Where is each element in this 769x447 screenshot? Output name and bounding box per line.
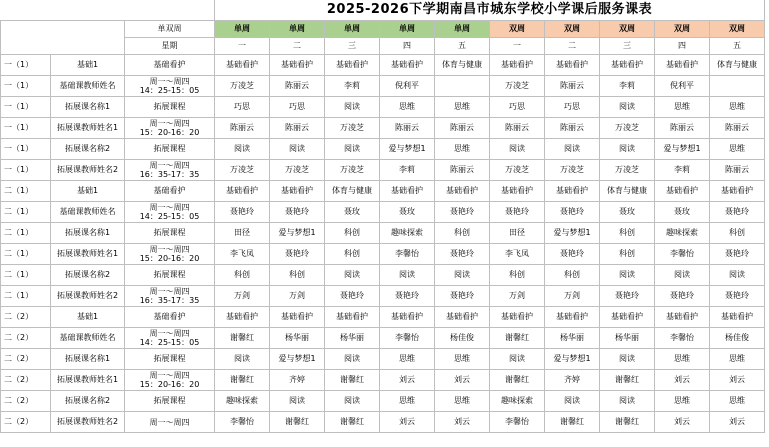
schedule-cell[interactable]: 刘云 xyxy=(380,412,435,433)
schedule-cell[interactable]: 基础看护 xyxy=(655,181,710,202)
schedule-cell[interactable]: 陈丽云 xyxy=(435,118,490,139)
schedule-cell[interactable]: 杨华丽 xyxy=(325,328,380,349)
item-name-cell[interactable]: 拓展课教师姓名2 xyxy=(51,286,125,307)
schedule-cell[interactable]: 思维 xyxy=(655,349,710,370)
schedule-cell[interactable]: 基础看护 xyxy=(710,307,765,328)
time-line: 周一～周四 xyxy=(149,203,190,212)
schedule-cell[interactable]: 万剑 xyxy=(490,286,545,307)
time-line: 15：20-16：20 xyxy=(139,128,200,137)
schedule-cell[interactable]: 田径 xyxy=(215,223,270,244)
schedule-cell[interactable]: 基础看护 xyxy=(270,55,325,76)
schedule-cell[interactable]: 科创 xyxy=(710,223,765,244)
schedule-row xyxy=(1,328,765,349)
item-name-cell[interactable]: 基础课教师姓名 xyxy=(51,76,125,97)
schedule-cell[interactable]: 阅读 xyxy=(435,265,490,286)
schedule-cell[interactable]: 思维 xyxy=(435,97,490,118)
schedule-cell[interactable]: 谢馨红 xyxy=(545,412,600,433)
schedule-row xyxy=(1,55,765,76)
schedule-cell[interactable]: 谢馨红 xyxy=(270,412,325,433)
time-cell[interactable]: 拓展课程 xyxy=(125,391,215,412)
schedule-row xyxy=(1,370,765,391)
single-week-header: 单周 xyxy=(380,21,435,38)
schedule-cell[interactable]: 聂玫 xyxy=(655,202,710,223)
class-name-cell[interactable]: 二（1） xyxy=(1,181,51,202)
class-name-cell[interactable]: 二（1） xyxy=(1,202,51,223)
class-name-cell[interactable]: 一（1） xyxy=(1,160,51,181)
schedule-cell[interactable]: 聂艳玲 xyxy=(710,244,765,265)
double-week-header: 双周 xyxy=(600,21,655,38)
page-title: 2025-2026下学期南昌市城东学校小学课后服务课表 xyxy=(215,0,765,21)
item-name-cell[interactable]: 基础课教师姓名 xyxy=(51,328,125,349)
schedule-cell[interactable]: 阅读 xyxy=(270,139,325,160)
schedule-row xyxy=(1,349,765,370)
schedule-cell[interactable]: 爱与梦想1 xyxy=(545,349,600,370)
weekday-header: 三 xyxy=(325,38,380,55)
time-cell[interactable] xyxy=(125,370,215,391)
schedule-cell[interactable]: 刘云 xyxy=(710,412,765,433)
schedule-cell[interactable]: 万凌芝 xyxy=(545,160,600,181)
schedule-cell[interactable]: 万剑 xyxy=(545,286,600,307)
item-name-cell[interactable]: 基础课教师姓名 xyxy=(51,202,125,223)
double-week-header: 双周 xyxy=(655,21,710,38)
schedule-cell[interactable]: 科创 xyxy=(490,265,545,286)
schedule-cell[interactable]: 基础看护 xyxy=(545,55,600,76)
title-blank-cell[interactable] xyxy=(1,0,215,21)
item-name-cell[interactable]: 拓展课名称2 xyxy=(51,265,125,286)
schedule-cell[interactable]: 巧思 xyxy=(215,97,270,118)
schedule-row xyxy=(1,160,765,181)
schedule-cell[interactable]: 刘云 xyxy=(435,370,490,391)
schedule-cell[interactable]: 李莉 xyxy=(655,160,710,181)
item-name-cell[interactable]: 拓展课名称1 xyxy=(51,97,125,118)
schedule-cell[interactable]: 基础看护 xyxy=(435,307,490,328)
weekday-label: 星期 xyxy=(125,38,215,55)
schedule-cell[interactable]: 万剑 xyxy=(215,286,270,307)
schedule-cell[interactable]: 思维 xyxy=(435,139,490,160)
class-name-cell[interactable]: 二（1） xyxy=(1,286,51,307)
time-cell[interactable] xyxy=(125,118,215,139)
schedule-cell[interactable]: 阅读 xyxy=(325,349,380,370)
item-name-cell[interactable]: 拓展课名称1 xyxy=(51,349,125,370)
time-line: 14：25-15：05 xyxy=(139,338,200,347)
class-name-cell[interactable]: 二（1） xyxy=(1,223,51,244)
schedule-cell[interactable]: 陈丽云 xyxy=(490,118,545,139)
schedule-cell[interactable]: 李馨怡 xyxy=(380,244,435,265)
schedule-cell[interactable]: 杨华丽 xyxy=(270,328,325,349)
weekday-header: 五 xyxy=(710,38,765,55)
schedule-cell[interactable]: 基础看护 xyxy=(435,181,490,202)
single-week-header: 单周 xyxy=(325,21,380,38)
schedule-row xyxy=(1,223,765,244)
item-name-cell[interactable]: 基础1 xyxy=(51,181,125,202)
schedule-cell[interactable]: 陈丽云 xyxy=(215,118,270,139)
schedule-cell[interactable]: 万凌芝 xyxy=(215,160,270,181)
schedule-cell[interactable]: 聂艳玲 xyxy=(545,244,600,265)
time-cell[interactable]: 基础看护 xyxy=(125,307,215,328)
schedule-cell[interactable]: 巧思 xyxy=(270,97,325,118)
time-line: 15：20-16：20 xyxy=(139,380,200,389)
time-cell[interactable] xyxy=(125,202,215,223)
time-cell[interactable]: 拓展课程 xyxy=(125,139,215,160)
time-cell[interactable]: 拓展课程 xyxy=(125,349,215,370)
schedule-cell[interactable]: 基础看护 xyxy=(270,307,325,328)
schedule-cell[interactable]: 倪利平 xyxy=(655,76,710,97)
time-cell[interactable] xyxy=(125,328,215,349)
single-week-header: 单周 xyxy=(435,21,490,38)
time-cell[interactable] xyxy=(125,244,215,265)
header-blank-cell[interactable] xyxy=(1,21,125,55)
schedule-cell[interactable]: 科创 xyxy=(325,244,380,265)
class-name-cell[interactable]: 一（1） xyxy=(1,76,51,97)
schedule-cell[interactable]: 阅读 xyxy=(655,265,710,286)
double-week-header: 双周 xyxy=(490,21,545,38)
schedule-cell[interactable]: 李莉 xyxy=(600,76,655,97)
schedule-cell[interactable]: 陈丽云 xyxy=(435,160,490,181)
schedule-cell[interactable]: 杨华丽 xyxy=(545,328,600,349)
schedule-cell[interactable]: 李莉 xyxy=(380,160,435,181)
schedule-cell[interactable]: 聂艳玲 xyxy=(380,286,435,307)
schedule-cell[interactable]: 思维 xyxy=(380,349,435,370)
schedule-cell[interactable]: 万凌芝 xyxy=(325,118,380,139)
schedule-cell[interactable]: 科创 xyxy=(270,265,325,286)
schedule-cell[interactable]: 趣味探索 xyxy=(380,223,435,244)
schedule-cell[interactable]: 刘云 xyxy=(655,412,710,433)
schedule-cell[interactable]: 思维 xyxy=(655,391,710,412)
schedule-cell[interactable]: 体育与健康 xyxy=(325,181,380,202)
class-name-cell[interactable]: 二（1） xyxy=(1,244,51,265)
schedule-row xyxy=(1,307,765,328)
schedule-cell[interactable]: 基础看护 xyxy=(600,307,655,328)
schedule-cell[interactable]: 齐婷 xyxy=(270,370,325,391)
schedule-cell[interactable]: 阅读 xyxy=(600,391,655,412)
time-line: 周一～周四 xyxy=(149,287,190,296)
schedule-cell[interactable]: 谢馨红 xyxy=(325,370,380,391)
schedule-cell[interactable]: 基础看护 xyxy=(545,307,600,328)
schedule-cell[interactable]: 科创 xyxy=(600,223,655,244)
schedule-cell[interactable]: 爱与梦想1 xyxy=(270,349,325,370)
schedule-cell[interactable]: 趣味探索 xyxy=(655,223,710,244)
schedule-cell[interactable]: 聂玫 xyxy=(380,202,435,223)
schedule-cell[interactable]: 聂艳玲 xyxy=(655,286,710,307)
time-cell[interactable]: 拓展课程 xyxy=(125,97,215,118)
schedule-cell[interactable]: 聂艳玲 xyxy=(270,244,325,265)
schedule-cell[interactable]: 陈丽云 xyxy=(270,76,325,97)
class-name-cell[interactable]: 一（1） xyxy=(1,97,51,118)
schedule-cell[interactable]: 基础看护 xyxy=(710,181,765,202)
schedule-cell[interactable]: 田径 xyxy=(490,223,545,244)
schedule-row xyxy=(1,412,765,433)
schedule-cell[interactable]: 万凌芝 xyxy=(600,118,655,139)
schedule-cell[interactable]: 万凌芝 xyxy=(215,76,270,97)
schedule-cell[interactable]: 谢馨红 xyxy=(325,412,380,433)
schedule-cell[interactable]: 基础看护 xyxy=(545,181,600,202)
schedule-cell[interactable]: 聂艳玲 xyxy=(490,202,545,223)
schedule-cell[interactable]: 阅读 xyxy=(325,97,380,118)
schedule-cell[interactable]: 谢馨红 xyxy=(600,412,655,433)
schedule-row xyxy=(1,97,765,118)
schedule-cell[interactable]: 聂艳玲 xyxy=(435,286,490,307)
class-name-cell[interactable]: 二（2） xyxy=(1,370,51,391)
schedule-cell[interactable]: 万凌芝 xyxy=(270,160,325,181)
single-week-header: 单周 xyxy=(215,21,270,38)
time-line: 15：20-16：20 xyxy=(139,254,200,263)
schedule-cell[interactable]: 谢馨红 xyxy=(490,370,545,391)
schedule-cell[interactable]: 李飞凤 xyxy=(215,244,270,265)
schedule-cell[interactable]: 阅读 xyxy=(545,391,600,412)
schedule-cell[interactable]: 基础看护 xyxy=(325,55,380,76)
schedule-cell[interactable]: 万凌芝 xyxy=(325,160,380,181)
weekday-header: 二 xyxy=(270,38,325,55)
schedule-cell[interactable]: 李馨怡 xyxy=(490,412,545,433)
schedule-cell[interactable]: 李飞凤 xyxy=(490,244,545,265)
schedule-cell[interactable]: 聂艳玲 xyxy=(710,286,765,307)
weekday-header: 二 xyxy=(545,38,600,55)
schedule-cell[interactable]: 谢馨红 xyxy=(600,370,655,391)
schedule-cell[interactable]: 巧思 xyxy=(545,97,600,118)
schedule-row xyxy=(1,181,765,202)
schedule-cell[interactable]: 杨佳俊 xyxy=(435,328,490,349)
item-name-cell[interactable]: 拓展课教师姓名2 xyxy=(51,160,125,181)
schedule-cell[interactable]: 刘云 xyxy=(380,370,435,391)
schedule-cell[interactable]: 思维 xyxy=(710,391,765,412)
schedule-cell[interactable]: 阅读 xyxy=(380,265,435,286)
schedule-cell[interactable]: 陈丽云 xyxy=(710,118,765,139)
time-line: 周一～周四 xyxy=(149,329,190,338)
schedule-cell[interactable]: 阅读 xyxy=(710,265,765,286)
schedule-cell[interactable]: 基础看护 xyxy=(325,307,380,328)
schedule-cell[interactable]: 陈丽云 xyxy=(710,160,765,181)
schedule-cell[interactable]: 谢馨红 xyxy=(215,328,270,349)
schedule-row xyxy=(1,118,765,139)
schedule-cell[interactable]: 巧思 xyxy=(490,97,545,118)
item-name-cell[interactable]: 拓展课教师姓名1 xyxy=(51,370,125,391)
schedule-cell[interactable] xyxy=(435,76,490,97)
class-name-cell[interactable]: 二（2） xyxy=(1,328,51,349)
double-week-header: 双周 xyxy=(710,21,765,38)
schedule-cell[interactable]: 思维 xyxy=(380,97,435,118)
schedule-cell[interactable]: 万凌芝 xyxy=(600,160,655,181)
schedule-cell[interactable]: 体育与健康 xyxy=(600,181,655,202)
schedule-cell[interactable]: 基础看护 xyxy=(655,55,710,76)
time-line: 16：35-17：35 xyxy=(139,296,200,305)
schedule-cell[interactable]: 谢馨红 xyxy=(215,370,270,391)
schedule-cell[interactable]: 聂艳玲 xyxy=(215,202,270,223)
schedule-row xyxy=(1,265,765,286)
item-name-cell[interactable]: 拓展课教师姓名1 xyxy=(51,244,125,265)
single-week-header: 单周 xyxy=(270,21,325,38)
schedule-cell[interactable]: 万剑 xyxy=(270,286,325,307)
weekday-header: 一 xyxy=(490,38,545,55)
schedule-cell[interactable]: 陈丽云 xyxy=(545,118,600,139)
schedule-cell[interactable]: 阅读 xyxy=(270,391,325,412)
schedule-cell[interactable]: 科创 xyxy=(215,265,270,286)
week-type-row xyxy=(1,21,765,38)
schedule-cell[interactable]: 聂艳玲 xyxy=(545,202,600,223)
schedule-cell[interactable]: 基础看护 xyxy=(490,181,545,202)
schedule-cell[interactable]: 聂艳玲 xyxy=(270,202,325,223)
schedule-cell[interactable]: 李馨怡 xyxy=(380,328,435,349)
schedule-cell[interactable]: 杨华丽 xyxy=(600,328,655,349)
schedule-cell[interactable]: 科创 xyxy=(545,265,600,286)
schedule-cell[interactable]: 阅读 xyxy=(600,97,655,118)
class-name-cell[interactable]: 一（1） xyxy=(1,55,51,76)
double-week-header: 双周 xyxy=(545,21,600,38)
schedule-cell[interactable]: 杨佳俊 xyxy=(710,328,765,349)
schedule-row xyxy=(1,391,765,412)
weekday-header: 一 xyxy=(215,38,270,55)
schedule-cell[interactable]: 趣味探索 xyxy=(490,391,545,412)
schedule-cell[interactable]: 谢馨红 xyxy=(490,328,545,349)
time-line: 周一～周四 xyxy=(149,77,190,86)
schedule-row xyxy=(1,244,765,265)
class-name-cell[interactable]: 二（2） xyxy=(1,349,51,370)
schedule-cell[interactable]: 阅读 xyxy=(325,391,380,412)
schedule-cell[interactable]: 基础看护 xyxy=(215,307,270,328)
schedule-cell[interactable]: 陈丽云 xyxy=(270,118,325,139)
time-line: 周一～周四 xyxy=(149,119,190,128)
schedule-cell[interactable]: 聂艳玲 xyxy=(435,202,490,223)
schedule-cell[interactable]: 万凌芝 xyxy=(490,160,545,181)
schedule-cell[interactable]: 爱与梦想1 xyxy=(545,223,600,244)
schedule-cell[interactable]: 基础看护 xyxy=(490,55,545,76)
time-cell[interactable]: 拓展课程 xyxy=(125,223,215,244)
schedule-cell[interactable]: 阅读 xyxy=(325,265,380,286)
schedule-cell[interactable]: 体育与健康 xyxy=(710,55,765,76)
schedule-cell[interactable]: 聂玫 xyxy=(325,202,380,223)
schedule-cell[interactable]: 思维 xyxy=(435,391,490,412)
schedule-cell[interactable]: 聂艳玲 xyxy=(710,202,765,223)
time-cell[interactable]: 基础看护 xyxy=(125,55,215,76)
schedule-cell[interactable]: 阅读 xyxy=(215,139,270,160)
time-cell[interactable] xyxy=(125,160,215,181)
schedule-row xyxy=(1,202,765,223)
weekday-header: 五 xyxy=(435,38,490,55)
schedule-cell[interactable] xyxy=(710,76,765,97)
time-cell[interactable] xyxy=(125,412,215,433)
time-cell[interactable] xyxy=(125,286,215,307)
time-line: 16：35-17：35 xyxy=(139,170,200,179)
schedule-cell[interactable]: 科创 xyxy=(435,223,490,244)
class-name-cell[interactable]: 一（1） xyxy=(1,139,51,160)
item-name-cell[interactable]: 基础1 xyxy=(51,55,125,76)
schedule-cell[interactable]: 思维 xyxy=(710,139,765,160)
weekday-header: 四 xyxy=(380,38,435,55)
schedule-cell[interactable]: 趣味探索 xyxy=(215,391,270,412)
schedule-cell[interactable]: 刘云 xyxy=(435,412,490,433)
schedule-cell[interactable]: 思维 xyxy=(435,349,490,370)
schedule-cell[interactable]: 基础看护 xyxy=(380,181,435,202)
class-name-cell[interactable]: 二（2） xyxy=(1,307,51,328)
schedule-cell[interactable]: 李莉 xyxy=(325,76,380,97)
item-name-cell[interactable]: 拓展课名称1 xyxy=(51,223,125,244)
schedule-cell[interactable]: 阅读 xyxy=(600,349,655,370)
class-name-cell[interactable]: 二（2） xyxy=(1,412,51,433)
time-line: 14：25-15：05 xyxy=(139,86,200,95)
schedule-row xyxy=(1,139,765,160)
schedule-cell[interactable]: 聂玫 xyxy=(600,202,655,223)
schedule-cell[interactable]: 基础看护 xyxy=(380,307,435,328)
class-name-cell[interactable]: 一（1） xyxy=(1,118,51,139)
schedule-cell[interactable]: 刘云 xyxy=(710,370,765,391)
schedule-cell[interactable]: 万凌芝 xyxy=(490,76,545,97)
time-cell[interactable] xyxy=(125,76,215,97)
schedule-cell[interactable]: 思维 xyxy=(655,97,710,118)
schedule-cell[interactable]: 爱与梦想1 xyxy=(655,139,710,160)
schedule-cell[interactable]: 体育与健康 xyxy=(435,55,490,76)
time-line: 周一～周四 xyxy=(149,161,190,170)
item-name-cell[interactable]: 拓展课名称2 xyxy=(51,139,125,160)
schedule-cell[interactable]: 齐婷 xyxy=(545,370,600,391)
schedule-row xyxy=(1,76,765,97)
schedule-cell[interactable]: 阅读 xyxy=(490,139,545,160)
schedule-cell[interactable]: 基础看护 xyxy=(215,181,270,202)
schedule-cell[interactable]: 阅读 xyxy=(325,139,380,160)
schedule-cell[interactable]: 基础看护 xyxy=(655,307,710,328)
schedule-cell[interactable]: 思维 xyxy=(380,391,435,412)
schedule-cell[interactable]: 刘云 xyxy=(655,370,710,391)
schedule-cell[interactable]: 基础看护 xyxy=(380,55,435,76)
time-cell[interactable]: 拓展课程 xyxy=(125,265,215,286)
schedule-cell[interactable]: 基础看护 xyxy=(215,55,270,76)
schedule-cell[interactable]: 阅读 xyxy=(545,139,600,160)
schedule-cell[interactable]: 聂艳玲 xyxy=(325,286,380,307)
item-name-cell[interactable]: 拓展课教师姓名1 xyxy=(51,118,125,139)
schedule-cell[interactable]: 陈丽云 xyxy=(545,76,600,97)
time-line: 周一～周四 xyxy=(149,371,190,380)
schedule-cell[interactable]: 科创 xyxy=(325,223,380,244)
schedule-cell[interactable]: 阅读 xyxy=(490,349,545,370)
item-name-cell[interactable]: 拓展课名称2 xyxy=(51,391,125,412)
schedule-cell[interactable]: 思维 xyxy=(710,97,765,118)
schedule-cell[interactable]: 基础看护 xyxy=(490,307,545,328)
schedule-cell[interactable]: 科创 xyxy=(600,244,655,265)
schedule-cell[interactable]: 陈丽云 xyxy=(380,118,435,139)
schedule-cell[interactable]: 爱与梦想1 xyxy=(270,223,325,244)
week-type-label: 单双周 xyxy=(125,21,215,38)
item-name-cell[interactable]: 拓展课教师姓名2 xyxy=(51,412,125,433)
weekday-header: 三 xyxy=(600,38,655,55)
schedule-cell[interactable]: 阅读 xyxy=(215,349,270,370)
schedule-cell[interactable]: 基础看护 xyxy=(270,181,325,202)
title-row xyxy=(1,0,765,21)
schedule-cell[interactable]: 聂艳玲 xyxy=(435,244,490,265)
schedule-cell[interactable]: 阅读 xyxy=(600,265,655,286)
schedule-cell[interactable]: 李馨怡 xyxy=(655,328,710,349)
class-name-cell[interactable]: 二（1） xyxy=(1,265,51,286)
schedule-cell[interactable]: 基础看护 xyxy=(600,55,655,76)
schedule-cell[interactable]: 李馨怡 xyxy=(215,412,270,433)
time-line: 14：25-15：05 xyxy=(139,212,200,221)
schedule-cell[interactable]: 阅读 xyxy=(600,139,655,160)
time-line: 周一～周四 xyxy=(149,245,190,254)
schedule-cell[interactable]: 思维 xyxy=(710,349,765,370)
time-line: 周一～周四 xyxy=(149,417,190,427)
schedule-cell[interactable]: 陈丽云 xyxy=(655,118,710,139)
time-cell[interactable]: 基础看护 xyxy=(125,181,215,202)
schedule-cell[interactable]: 倪利平 xyxy=(380,76,435,97)
item-name-cell[interactable]: 基础1 xyxy=(51,307,125,328)
schedule-cell[interactable]: 爱与梦想1 xyxy=(380,139,435,160)
schedule-cell[interactable]: 李馨怡 xyxy=(655,244,710,265)
schedule-row xyxy=(1,286,765,307)
class-name-cell[interactable]: 二（2） xyxy=(1,391,51,412)
schedule-cell[interactable]: 聂艳玲 xyxy=(600,286,655,307)
weekday-header: 四 xyxy=(655,38,710,55)
